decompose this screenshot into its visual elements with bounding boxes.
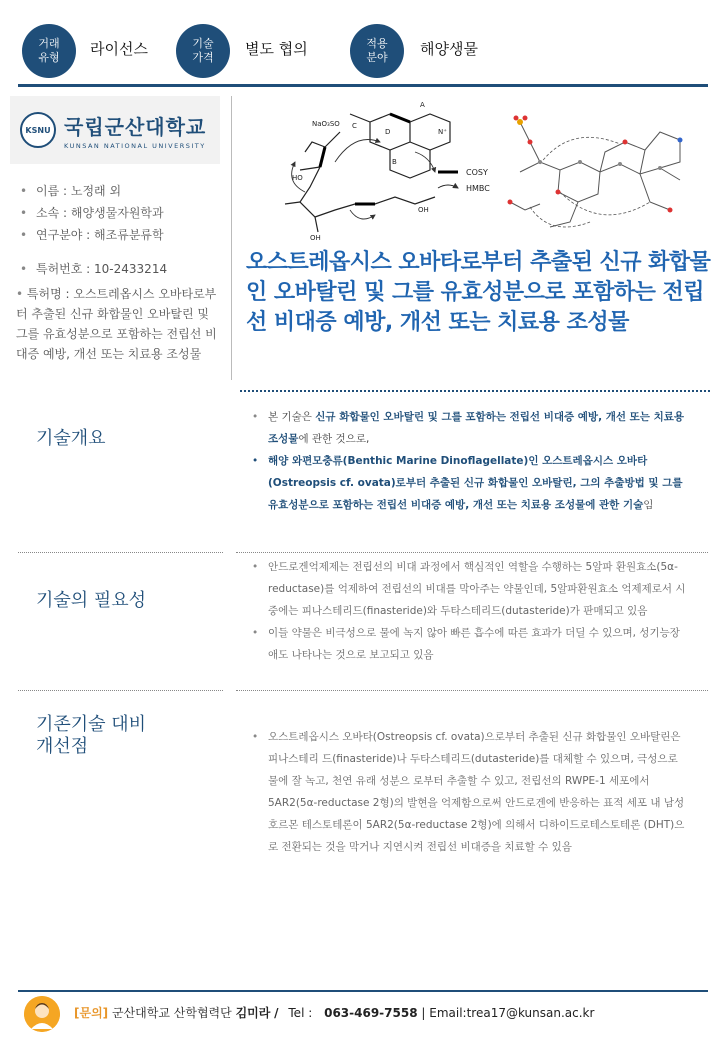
section-title-necessity: 기술의 필요성 — [36, 590, 147, 611]
separator: / — [274, 1006, 279, 1020]
patent-number: • 특허번호 : 10-2433214 — [16, 258, 226, 280]
page-title: 오스트레옵시스 오바타로부터 추출된 신규 화합물인 오바탈린 및 그를 유효성분으로 포함하는 전립선 비대증 예방, 개선 또는 치료용 조성물 — [246, 250, 711, 335]
section-divider-right-1 — [236, 552, 708, 553]
tel-label: Tel : — [288, 1006, 313, 1020]
header-bar — [0, 0, 720, 90]
inventor-name: • 이름 : 노정래 외 — [16, 180, 226, 202]
price-value: 별도 협의 — [245, 40, 308, 58]
deal-type-value: 라이선스 — [90, 40, 148, 58]
contact-avatar — [24, 996, 60, 1032]
field-value: 해양생물 — [420, 40, 478, 58]
section-body-improvement — [248, 726, 688, 858]
patent-name: • 특허명 : 오스트레옵시스 오바타로부터 추출된 신규 화합물인 오바탈린 및 그를 유효성분으로 포함하는 전립선 비대증 예방, 개선 또는 치료용 조성물 — [16, 287, 217, 361]
improvement-bullet-1: • 오스트레옵시스 오바타(Ostreopsis cf. ovata)으로부터 추출된 신규 화합물인 오바탈린은 피나스테리 드(finasteride)나 두타스테리드(dutasteride)를 대체할 수 있으며, 극성으로 물에 잘 녹고, 천연 유래 성분으 로부터 추출할 수 있고, 전립선의 RWPE-1 세포에서 5AR2(5α-reductase 2형)의 발현을 억제함으로써 안드로겐에 반응하는 표적 세포 내 남성호르몬 테스토테론이 5AR2(5α-reductase 2형)에 의해서 디하이드로테스토테론 (DHT)으로 전환되는 것을 막거나 지연시켜 전립선 비대증을 치료할 수 있음 — [248, 726, 688, 858]
section-divider-left-2 — [18, 690, 223, 691]
inquiry-label: [문의] — [74, 1006, 109, 1020]
ring-label-a: A — [420, 101, 425, 109]
university-name-en: KUNSAN NATIONAL UNIVERSITY — [64, 141, 206, 150]
university-logo — [10, 96, 220, 164]
ring-label-d: D — [385, 128, 391, 136]
necessity-bullet-1: • 안드로겐억제제는 전립선의 비대 과정에서 핵심적인 역할을 수행하는 5알파 환원효소(5α-reductase)를 억제하여 전립선의 비대를 막아주는 약물인데, 5알파환원효소 억제제로서 시중에는 피나스테리드(finasteride)와 두타스테리드(dutasteride)가 판매되고 있음 — [248, 556, 688, 622]
structure-label-n: N⁺ — [438, 128, 447, 136]
contact-org: 군산대학교 산학협력단 — [111, 1006, 232, 1020]
structure-label-oh2: OH — [418, 206, 429, 214]
deal-type-badge: 거래 유형 — [22, 24, 76, 78]
chemical-structure-figure — [240, 92, 710, 242]
column-divider — [231, 96, 232, 380]
contact-email[interactable]: | Email:trea17@kunsan.ac.kr — [421, 1006, 595, 1020]
hmbc-legend-arrow — [438, 185, 458, 188]
header-divider — [18, 84, 708, 87]
price-badge: 기술 가격 — [176, 24, 230, 78]
ring-label-c: C — [352, 122, 357, 130]
overview-bullet-2: • 해양 와편모충류(Benthic Marine Dinoflagellate)인 오스트레옵시스 오바타(Ostreopsis cf. ovata)로부터 추출된 신규 화합물인 오바탈린, 그의 추출방법 및 그를 유효성분으로 포함하는 전립선 비대증 예방, 개선 또는 치료용 조성물에 관한 기술임 — [248, 450, 688, 516]
legend-hmbc: HMBC — [466, 184, 490, 193]
legend-cosy: COSY — [466, 168, 488, 177]
structure-label-so3: NaO₃SO — [312, 120, 340, 128]
field-badge: 적용 분야 — [350, 24, 404, 78]
footer-divider — [18, 990, 708, 992]
section-title-improvement: 기존기술 대비 개선점 — [36, 714, 147, 757]
section-divider-right-2 — [236, 690, 708, 691]
structure-label-oh1: OH — [310, 234, 321, 242]
section-title-overview: 기술개요 — [36, 428, 106, 449]
title-divider — [240, 390, 710, 392]
section-divider-left-1 — [18, 552, 223, 553]
inventor-info — [16, 180, 226, 280]
section-body-overview — [248, 406, 688, 516]
university-seal-icon: KSNU — [20, 112, 56, 148]
necessity-bullet-2: • 이들 약물은 비극성으로 물에 녹지 않아 빠른 흡수에 따른 효과가 더딜 수 있으며, 성기능장애도 나타나는 것으로 보고되고 있음 — [248, 622, 688, 666]
contact-tel: 063-469-7558 — [324, 1006, 418, 1020]
overview-bullet-1: • 본 기술은 신규 화합물인 오바탈린 및 그를 포함하는 전립선 비대증 예방, 개선 또는 치료용 조성물에 관한 것으로, — [248, 406, 688, 450]
person-icon — [24, 996, 60, 1032]
ring-label-b: B — [392, 158, 397, 166]
university-name-ko: 국립군산대학교 — [64, 114, 207, 139]
section-body-necessity — [248, 556, 688, 666]
contact-info — [74, 1004, 594, 1021]
contact-person: 김미라 — [235, 1006, 271, 1020]
structure-label-ho: HO — [292, 174, 303, 182]
inventor-dept: • 소속 : 해양생물자원학과 — [16, 202, 226, 224]
inventor-field: • 연구분야 : 해조류분류학 — [16, 224, 226, 246]
